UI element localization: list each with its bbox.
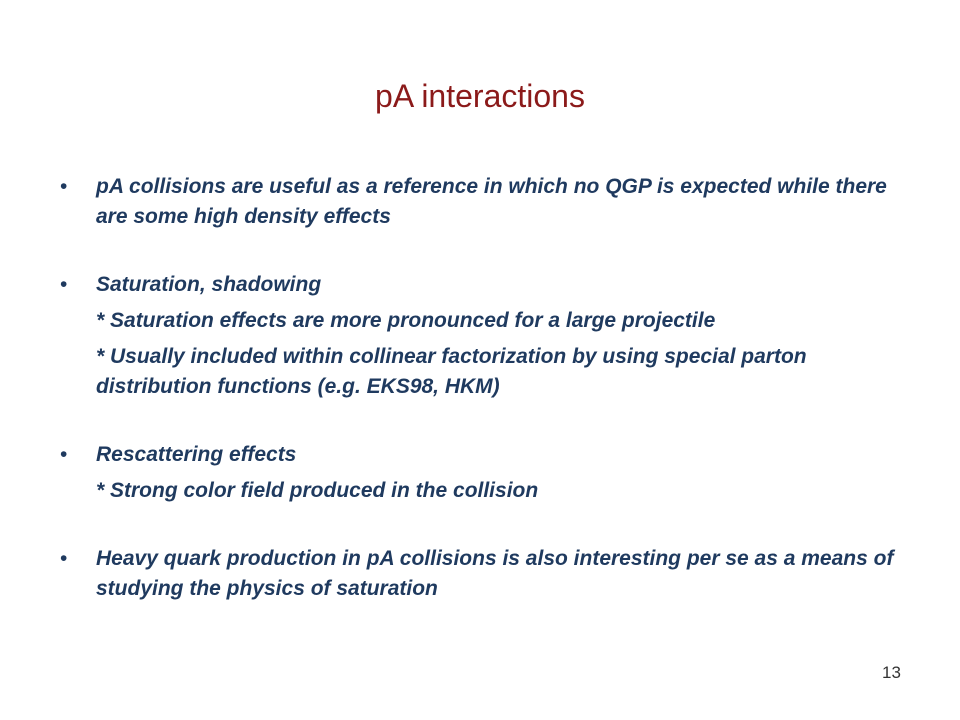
bullet-icon: • [60,175,68,198]
slide-title: pA interactions [375,78,585,114]
bullet-icon: • [60,443,68,466]
bullet-text: pA collisions are useful as a reference in which no QGP is expected while there are some high density effects [96,175,887,228]
bullet-item [60,544,920,604]
bullet-icon: • [60,273,68,296]
bullet-item [60,440,920,470]
bullet-text: Rescattering effects [96,443,297,466]
sub-item: * Usually included within collinear factorization by using special parton distribution functions (e.g. EKS98, HKM) [96,345,807,398]
slide-body [60,172,920,604]
bullet-text: Saturation, shadowing [96,273,322,296]
page-number: 13 [882,663,901,682]
sub-item: * Strong color field produced in the collision [96,479,539,502]
bullet-text: Heavy quark production in pA collisions is also interesting per se as a means of studying the physics of saturation [96,547,894,600]
bullet-item [60,172,920,232]
bullet-icon: • [60,547,68,570]
sub-item: * Saturation effects are more pronounced for a large projectile [96,309,716,332]
bullet-item [60,270,920,300]
